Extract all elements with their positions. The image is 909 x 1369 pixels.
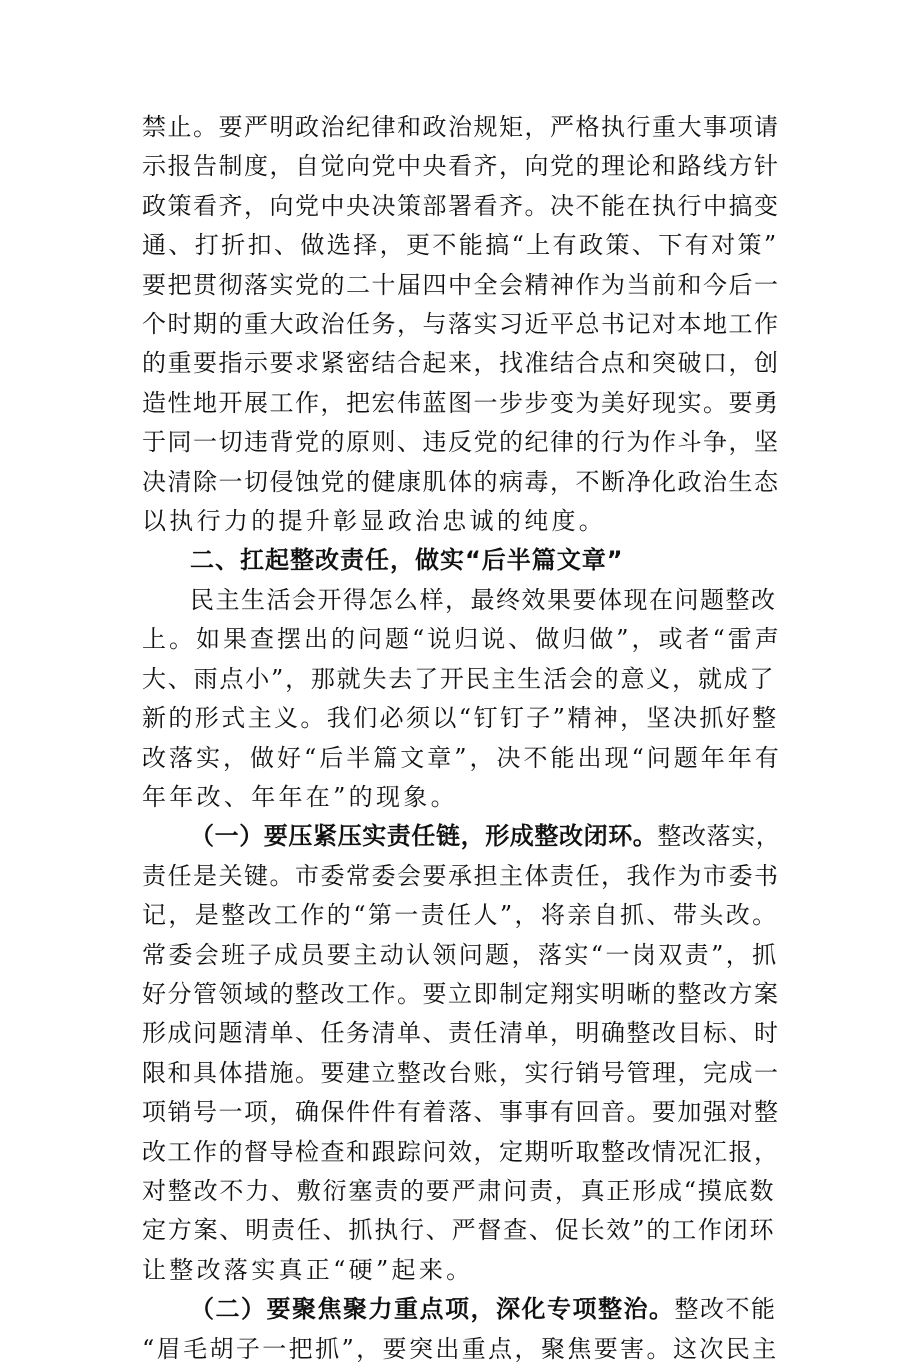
paragraph-key-items — [142, 1290, 782, 1369]
text-line: 项销号一项，确保件件有着落、事事有回音。要加强对整 — [142, 1098, 780, 1127]
paragraph-responsibility-chain — [142, 817, 782, 1290]
text-line — [142, 817, 782, 856]
text-line: 大、雨点小”，那就失去了开民主生活会的意义，就成了 — [142, 664, 776, 693]
text-line: 民主生活会开得怎么样，最终效果要体现在问题整改 — [190, 585, 777, 614]
text-run: 整改落实， — [657, 822, 781, 851]
text-line: 让整改落实真正“硬”起来。 — [142, 1255, 474, 1284]
paragraph-political-discipline — [142, 108, 782, 541]
text-line: 政策看齐，向党中央决策部署看齐。决不能在执行中搞变 — [142, 191, 780, 220]
text-line: 的重要指示要求紧密结合起来，找准结合点和突破口，创 — [142, 349, 780, 378]
text-line: 要把贯彻落实党的二十届四中全会精神作为当前和今后一 — [142, 270, 780, 299]
text-line: “眉毛胡子一把抓”，要突出重点，聚焦要害。这次民主 — [142, 1334, 779, 1363]
text-line: 限和具体措施。要建立整改台账，实行销号管理，完成一 — [142, 1058, 780, 1087]
text-line: 示报告制度，自觉向党中央看齐，向党的理论和路线方针 — [142, 152, 780, 181]
subsection-heading-2: （二）要聚焦聚力重点项，深化专项整治。 — [190, 1295, 675, 1324]
text-line: 于同一切违背党的原则、违反党的纪律的行为作斗争，坚 — [142, 428, 780, 457]
paragraph-rectification-intro — [142, 581, 782, 817]
text-line — [142, 1290, 782, 1329]
text-line: 以执行力的提升彰显政治忠诚的纯度。 — [142, 507, 607, 536]
text-line: 年年改、年年在”的现象。 — [142, 782, 458, 811]
document-page — [142, 108, 782, 1369]
text-line: 个时期的重大政治任务，与落实习近平总书记对本地工作 — [142, 310, 780, 339]
text-line: 禁止。要严明政治纪律和政治规矩，严格执行重大事项请 — [142, 113, 780, 141]
text-line: 记，是整改工作的“第一责任人”，将亲自抓、带头改。 — [142, 901, 779, 930]
text-line: 决清除一切侵蚀党的健康肌体的病毒，不断净化政治生态 — [142, 467, 780, 496]
section-heading-2: 二、扛起整改责任，做实“后半篇文章” — [190, 546, 624, 575]
text-run: 整改不能 — [674, 1295, 777, 1324]
text-line: 责任是关键。市委常委会要承担主体责任，我作为市委书 — [142, 861, 780, 890]
text-line: 对整改不力、敷衍塞责的要严肃问责，真正形成“摸底数 — [142, 1176, 776, 1205]
text-line: 通、打折扣、做选择，更不能搞“上有政策、下有对策” — [142, 231, 779, 260]
text-line: 好分管领域的整改工作。要立即制定翔实明晰的整改方案 — [142, 979, 780, 1008]
text-line: 形成问题清单、任务清单、责任清单，明确整改目标、时 — [142, 1019, 780, 1048]
subsection-heading-1: （一）要压紧压实责任链，形成整改闭环。 — [190, 822, 658, 851]
text-line: 新的形式主义。我们必须以“钉钉子”精神，坚决抓好整 — [142, 704, 779, 733]
text-line: 定方案、明责任、抓执行、严督查、促长效”的工作闭环 — [142, 1216, 776, 1245]
text-line: 常委会班子成员要主动认领问题，落实“一岗双责”，抓 — [142, 940, 779, 969]
text-line: 造性地开展工作，把宏伟蓝图一步步变为美好现实。要勇 — [142, 388, 780, 417]
text-line: 改工作的督导检查和跟踪问效，定期听取整改情况汇报， — [142, 1137, 780, 1166]
text-line: 改落实，做好“后半篇文章”，决不能出现“问题年年有 — [142, 743, 782, 772]
text-line: 上。如果查摆出的问题“说归说、做归做”，或者“雷声 — [142, 625, 782, 654]
